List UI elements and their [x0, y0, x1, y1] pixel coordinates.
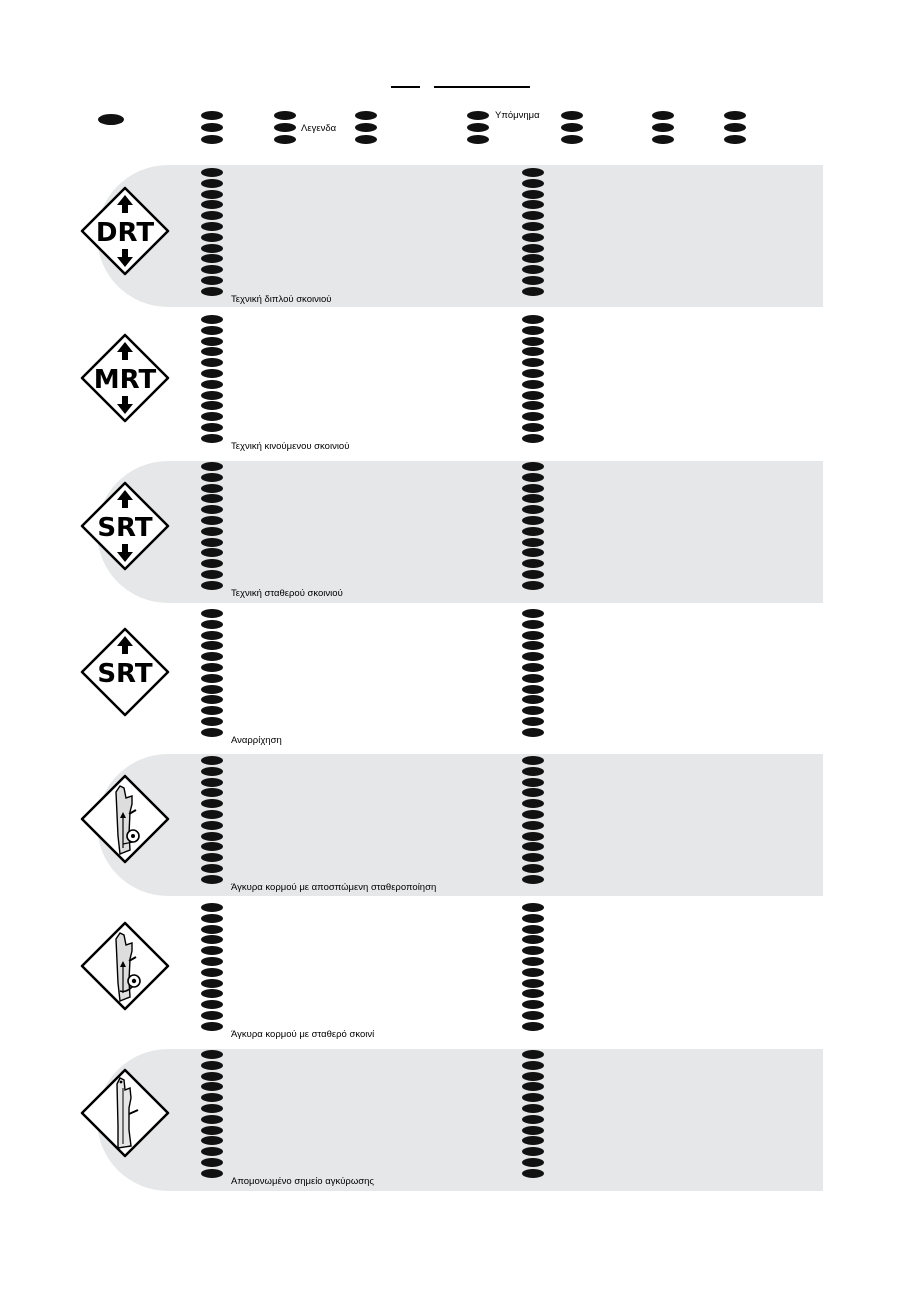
row-bullet-oval — [201, 810, 223, 819]
row-bullet-oval — [522, 484, 544, 493]
header-bullet-oval — [652, 123, 674, 132]
row-bullet-oval — [522, 1022, 544, 1031]
row-bullet-oval — [201, 903, 223, 912]
row-bullet-oval — [522, 631, 544, 640]
row-bullet-oval — [522, 864, 544, 873]
row-bullet-oval — [522, 326, 544, 335]
row-bullet-oval — [201, 337, 223, 346]
row-bullet-oval — [522, 244, 544, 253]
row-bullet-oval — [522, 810, 544, 819]
row-bullet-oval — [201, 728, 223, 737]
row-bullet-oval — [201, 462, 223, 471]
header-bullet-oval — [355, 111, 377, 120]
row-bullet-oval — [201, 1104, 223, 1113]
row-bullet-oval — [522, 957, 544, 966]
row-bullet-oval — [201, 968, 223, 977]
row-bullet-oval — [201, 652, 223, 661]
row-bullet-oval — [201, 570, 223, 579]
row-bullet-oval — [522, 401, 544, 410]
section-caption-srt: Τεχνική σταθερού σκοινιού — [231, 588, 343, 599]
row-bullet-oval — [522, 979, 544, 988]
row-bullet-oval — [522, 222, 544, 231]
header-bullet-oval — [274, 111, 296, 120]
srt-sign-text: SRT — [97, 513, 153, 543]
row-bullet-oval — [201, 832, 223, 841]
row-bullet-oval — [201, 1169, 223, 1178]
row-bullet-oval — [201, 756, 223, 765]
srt-climb-sign-text: SRT — [97, 659, 153, 689]
row-bullet-oval — [522, 685, 544, 694]
row-bullet-oval — [201, 1011, 223, 1020]
row-bullet-oval — [522, 391, 544, 400]
row-bullet-oval — [201, 380, 223, 389]
section-caption-tree-fixed: Άγκυρα κορμού με σταθερό σκοινί — [231, 1029, 375, 1040]
row-bullet-oval — [522, 821, 544, 830]
row-bullet-oval — [201, 767, 223, 776]
row-bullet-oval — [522, 968, 544, 977]
row-bullet-oval — [522, 168, 544, 177]
row-bullet-oval — [522, 832, 544, 841]
header-bullet-oval — [724, 111, 746, 120]
section-caption-climb: Αναρρίχηση — [231, 735, 282, 746]
row-bullet-oval — [522, 903, 544, 912]
row-bullet-oval — [522, 380, 544, 389]
row-bullet-oval — [522, 914, 544, 923]
row-bullet-oval — [201, 1061, 223, 1070]
row-bullet-oval — [201, 1115, 223, 1124]
header-oval — [98, 114, 124, 125]
header-bullet-oval — [467, 135, 489, 144]
mrt-sign-icon — [80, 333, 170, 423]
row-bullet-oval — [522, 1061, 544, 1070]
section-caption-drt: Τεχνική διπλού σκοινιού — [231, 294, 332, 305]
row-bullet-oval — [522, 1115, 544, 1124]
row-bullet-oval — [522, 609, 544, 618]
row-bullet-oval — [201, 1126, 223, 1135]
header-bullet-oval — [467, 123, 489, 132]
row-bullet-oval — [522, 946, 544, 955]
row-bullet-oval — [522, 1011, 544, 1020]
row-bullet-oval — [522, 674, 544, 683]
section-caption-tree-friction: Άγκυρα κορμού με αποσπώμενη σταθεροποίηση — [231, 882, 437, 893]
row-bullet-oval — [201, 401, 223, 410]
row-bullet-oval — [522, 875, 544, 884]
row-bullet-oval — [522, 1126, 544, 1135]
row-bullet-oval — [201, 516, 223, 525]
row-bullet-oval — [522, 527, 544, 536]
row-bullet-oval — [522, 1104, 544, 1113]
row-bullet-oval — [201, 581, 223, 590]
row-bullet-oval — [201, 989, 223, 998]
row-bullet-oval — [201, 434, 223, 443]
row-bullet-oval — [201, 1158, 223, 1167]
row-bullet-oval — [522, 620, 544, 629]
srt-climb-sign-icon — [80, 627, 170, 717]
header-bullet-oval — [561, 111, 583, 120]
row-bullet-oval — [522, 462, 544, 471]
row-bullet-oval — [522, 925, 544, 934]
row-bullet-oval — [201, 1000, 223, 1009]
row-bullet-oval — [201, 287, 223, 296]
row-bullet-oval — [201, 1072, 223, 1081]
row-bullet-oval — [201, 423, 223, 432]
row-bullet-oval — [201, 979, 223, 988]
header-bullet-oval — [561, 135, 583, 144]
drt-sign-text: DRT — [95, 218, 155, 248]
drt-sign-icon — [80, 186, 170, 276]
row-bullet-oval — [522, 347, 544, 356]
row-bullet-oval — [522, 767, 544, 776]
row-bullet-oval — [201, 935, 223, 944]
row-bullet-oval — [201, 864, 223, 873]
row-bullet-oval — [522, 1169, 544, 1178]
row-bullet-oval — [201, 358, 223, 367]
row-bullet-oval — [522, 412, 544, 421]
ypomnima-label: Υπόμνημα — [495, 110, 540, 121]
row-bullet-oval — [201, 957, 223, 966]
row-bullet-oval — [522, 652, 544, 661]
header-rule-short — [391, 86, 420, 88]
header-bullet-oval — [201, 123, 223, 132]
row-bullet-oval — [522, 1050, 544, 1059]
row-bullet-oval — [201, 914, 223, 923]
row-bullet-oval — [201, 620, 223, 629]
row-bullet-oval — [522, 358, 544, 367]
tree-anchor-fixed-icon — [80, 921, 170, 1011]
row-bullet-oval — [201, 326, 223, 335]
srt-sign-icon — [80, 481, 170, 571]
row-bullet-oval — [201, 875, 223, 884]
row-bullet-oval — [522, 473, 544, 482]
row-bullet-oval — [201, 168, 223, 177]
row-bullet-oval — [201, 473, 223, 482]
legend-label: Λεγενδα — [301, 123, 337, 134]
row-bullet-oval — [522, 369, 544, 378]
row-bullet-oval — [201, 609, 223, 618]
row-bullet-oval — [201, 946, 223, 955]
row-bullet-oval — [522, 190, 544, 199]
row-bullet-oval — [522, 233, 544, 242]
header-bullet-oval — [201, 111, 223, 120]
row-bullet-oval — [201, 1050, 223, 1059]
header-bullet-oval — [652, 111, 674, 120]
row-bullet-oval — [522, 663, 544, 672]
row-bullet-oval — [201, 484, 223, 493]
header-bullet-oval — [652, 135, 674, 144]
row-bullet-oval — [201, 527, 223, 536]
row-bullet-oval — [522, 538, 544, 547]
header-bullet-oval — [724, 123, 746, 132]
header-bullet-oval — [724, 135, 746, 144]
row-bullet-oval — [522, 695, 544, 704]
header-bullet-oval — [355, 123, 377, 132]
row-bullet-oval — [522, 337, 544, 346]
header-bullet-oval — [467, 111, 489, 120]
row-bullet-oval — [522, 778, 544, 787]
tree-isolated-anchor-icon — [80, 1068, 170, 1158]
section-caption-mrt: Τεχνική κινούμενου σκοινιού — [231, 441, 350, 452]
row-bullet-oval — [522, 516, 544, 525]
row-bullet-oval — [201, 276, 223, 285]
row-bullet-oval — [522, 641, 544, 650]
row-bullet-oval — [201, 190, 223, 199]
row-bullet-oval — [201, 706, 223, 715]
row-bullet-oval — [201, 695, 223, 704]
row-bullet-oval — [522, 434, 544, 443]
mrt-sign-text: MRT — [93, 365, 157, 395]
row-bullet-oval — [522, 1000, 544, 1009]
row-bullet-oval — [201, 641, 223, 650]
row-bullet-oval — [201, 631, 223, 640]
row-bullet-oval — [522, 728, 544, 737]
header-bullet-oval — [274, 135, 296, 144]
row-bullet-oval — [201, 391, 223, 400]
row-bullet-oval — [201, 222, 223, 231]
row-bullet-oval — [201, 347, 223, 356]
tree-anchor-friction-icon — [80, 774, 170, 864]
row-bullet-oval — [522, 276, 544, 285]
row-bullet-oval — [201, 717, 223, 726]
row-bullet-oval — [522, 989, 544, 998]
row-bullet-oval — [522, 1072, 544, 1081]
row-bullet-oval — [201, 538, 223, 547]
row-bullet-oval — [201, 244, 223, 253]
row-bullet-oval — [522, 570, 544, 579]
row-bullet-oval — [522, 717, 544, 726]
row-bullet-oval — [201, 778, 223, 787]
row-bullet-oval — [201, 674, 223, 683]
row-bullet-oval — [201, 412, 223, 421]
row-bullet-oval — [201, 685, 223, 694]
row-bullet-oval — [201, 1022, 223, 1031]
header-rule-long — [434, 86, 530, 88]
row-bullet-oval — [201, 369, 223, 378]
header-bullet-oval — [355, 135, 377, 144]
row-bullet-oval — [522, 1158, 544, 1167]
header-bullet-oval — [561, 123, 583, 132]
row-bullet-oval — [522, 315, 544, 324]
row-bullet-oval — [522, 581, 544, 590]
row-bullet-oval — [201, 663, 223, 672]
row-bullet-oval — [522, 756, 544, 765]
row-bullet-oval — [201, 233, 223, 242]
row-bullet-oval — [522, 179, 544, 188]
row-bullet-oval — [522, 423, 544, 432]
row-bullet-oval — [201, 179, 223, 188]
row-bullet-oval — [201, 925, 223, 934]
row-bullet-oval — [201, 315, 223, 324]
row-bullet-oval — [522, 287, 544, 296]
section-caption-isolated: Απομονωμένο σημείο αγκύρωσης — [231, 1176, 374, 1187]
row-bullet-oval — [522, 706, 544, 715]
header-bullet-oval — [274, 123, 296, 132]
row-bullet-oval — [201, 821, 223, 830]
row-bullet-oval — [522, 935, 544, 944]
header-bullet-oval — [201, 135, 223, 144]
